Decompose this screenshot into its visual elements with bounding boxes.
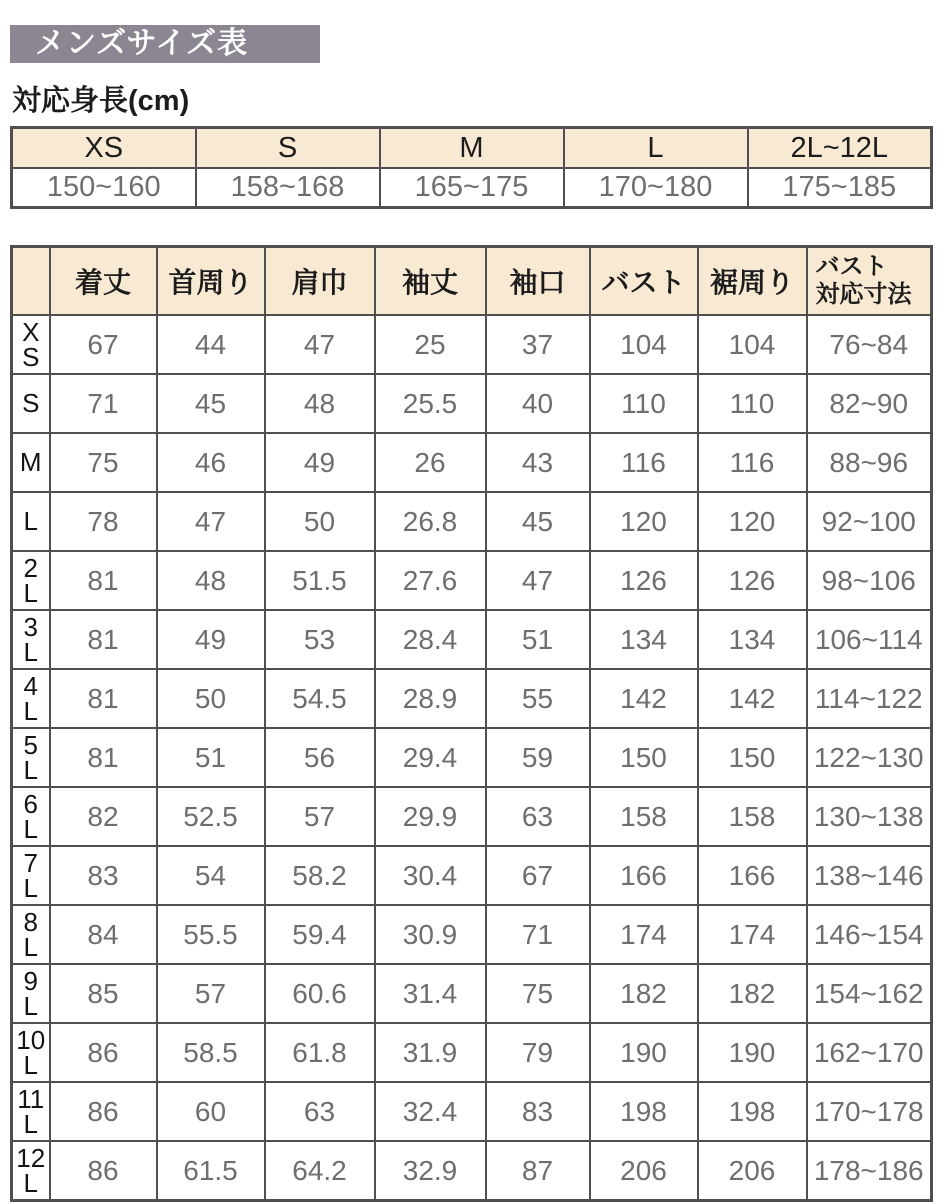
corner-cell [12, 247, 50, 316]
size-label: 3 L [12, 610, 50, 669]
size-value: 48 [157, 551, 265, 610]
height-value-row [12, 168, 932, 208]
table-row [12, 787, 932, 846]
table-row [12, 492, 932, 551]
size-value: 86 [50, 1141, 157, 1201]
size-value: 50 [157, 669, 265, 728]
height-value: 158~168 [196, 168, 380, 208]
size-value: 170~178 [807, 1082, 932, 1141]
height-value: 170~180 [564, 168, 748, 208]
size-value: 26 [375, 433, 486, 492]
size-value: 190 [698, 1023, 807, 1082]
column-header: 袖丈 [375, 247, 486, 316]
size-value: 40 [486, 374, 590, 433]
size-value: 142 [698, 669, 807, 728]
height-col-header: 2L~12L [748, 128, 932, 169]
height-value: 150~160 [12, 168, 196, 208]
column-header: バスト [590, 247, 698, 316]
size-value: 60.6 [265, 964, 375, 1023]
size-value: 28.9 [375, 669, 486, 728]
size-value: 71 [50, 374, 157, 433]
size-label: M [12, 433, 50, 492]
size-value: 182 [698, 964, 807, 1023]
table-row [12, 1082, 932, 1141]
size-label: 10 L [12, 1023, 50, 1082]
size-value: 30.4 [375, 846, 486, 905]
size-value: 174 [590, 905, 698, 964]
size-value: 25.5 [375, 374, 486, 433]
size-value: 85 [50, 964, 157, 1023]
size-value: 120 [590, 492, 698, 551]
size-value: 158 [590, 787, 698, 846]
size-value: 26.8 [375, 492, 486, 551]
size-value: 43 [486, 433, 590, 492]
height-value: 165~175 [380, 168, 564, 208]
size-value: 53 [265, 610, 375, 669]
size-value: 75 [50, 433, 157, 492]
size-value: 67 [50, 315, 157, 374]
size-value: 83 [50, 846, 157, 905]
size-value: 92~100 [807, 492, 932, 551]
size-header-row [12, 247, 932, 316]
size-value: 47 [157, 492, 265, 551]
size-value: 49 [157, 610, 265, 669]
size-label: 12 L [12, 1141, 50, 1201]
size-value: 55 [486, 669, 590, 728]
size-value: 82~90 [807, 374, 932, 433]
table-row [12, 1023, 932, 1082]
size-value: 206 [590, 1141, 698, 1201]
size-value: 27.6 [375, 551, 486, 610]
size-label: 11 L [12, 1082, 50, 1141]
column-header: バスト 対応寸法 [807, 247, 932, 316]
size-value: 54 [157, 846, 265, 905]
size-value: 28.4 [375, 610, 486, 669]
size-value: 162~170 [807, 1023, 932, 1082]
table-row [12, 905, 932, 964]
size-value: 84 [50, 905, 157, 964]
size-value: 30.9 [375, 905, 486, 964]
size-value: 32.4 [375, 1082, 486, 1141]
size-value: 48 [265, 374, 375, 433]
size-value: 142 [590, 669, 698, 728]
column-header: 肩巾 [265, 247, 375, 316]
size-label: 4 L [12, 669, 50, 728]
size-value: 63 [265, 1082, 375, 1141]
size-value: 104 [590, 315, 698, 374]
size-value: 32.9 [375, 1141, 486, 1201]
height-col-header: L [564, 128, 748, 169]
size-value: 45 [486, 492, 590, 551]
size-value: 174 [698, 905, 807, 964]
table-row [12, 315, 932, 374]
size-label: 2 L [12, 551, 50, 610]
size-value: 198 [698, 1082, 807, 1141]
size-value: 37 [486, 315, 590, 374]
size-value: 83 [486, 1082, 590, 1141]
size-value: 154~162 [807, 964, 932, 1023]
size-value: 56 [265, 728, 375, 787]
size-label: 7 L [12, 846, 50, 905]
size-value: 67 [486, 846, 590, 905]
size-label: 5 L [12, 728, 50, 787]
size-label: L [12, 492, 50, 551]
size-value: 86 [50, 1082, 157, 1141]
size-value: 126 [590, 551, 698, 610]
size-value: 98~106 [807, 551, 932, 610]
size-value: 57 [157, 964, 265, 1023]
size-value: 55.5 [157, 905, 265, 964]
table-row [12, 433, 932, 492]
size-value: 57 [265, 787, 375, 846]
size-value: 88~96 [807, 433, 932, 492]
size-value: 46 [157, 433, 265, 492]
size-value: 81 [50, 728, 157, 787]
size-value: 61.8 [265, 1023, 375, 1082]
size-value: 87 [486, 1141, 590, 1201]
size-value: 63 [486, 787, 590, 846]
height-value: 175~185 [748, 168, 932, 208]
size-value: 58.5 [157, 1023, 265, 1082]
table-row [12, 964, 932, 1023]
size-value: 116 [698, 433, 807, 492]
size-value: 134 [590, 610, 698, 669]
size-value: 110 [590, 374, 698, 433]
size-value: 166 [698, 846, 807, 905]
height-section-title: 対応身長(cm) [12, 85, 190, 117]
size-value: 86 [50, 1023, 157, 1082]
size-value: 45 [157, 374, 265, 433]
size-value: 75 [486, 964, 590, 1023]
size-value: 76~84 [807, 315, 932, 374]
size-value: 166 [590, 846, 698, 905]
size-value: 51.5 [265, 551, 375, 610]
size-value: 52.5 [157, 787, 265, 846]
column-header: 着丈 [50, 247, 157, 316]
size-value: 110 [698, 374, 807, 433]
size-value: 130~138 [807, 787, 932, 846]
table-row [12, 610, 932, 669]
size-value: 59 [486, 728, 590, 787]
size-value: 31.9 [375, 1023, 486, 1082]
size-value: 64.2 [265, 1141, 375, 1201]
table-row [12, 846, 932, 905]
size-value: 50 [265, 492, 375, 551]
size-value: 31.4 [375, 964, 486, 1023]
column-header: 首周り [157, 247, 265, 316]
size-value: 158 [698, 787, 807, 846]
table-row [12, 374, 932, 433]
page-title: メンズサイズ表 [10, 25, 320, 63]
size-value: 29.4 [375, 728, 486, 787]
size-value: 51 [157, 728, 265, 787]
size-value: 54.5 [265, 669, 375, 728]
height-header-row [12, 128, 932, 169]
size-value: 126 [698, 551, 807, 610]
size-value: 178~186 [807, 1141, 932, 1201]
size-value: 146~154 [807, 905, 932, 964]
height-col-header: M [380, 128, 564, 169]
size-value: 114~122 [807, 669, 932, 728]
size-value: 116 [590, 433, 698, 492]
size-value: 82 [50, 787, 157, 846]
size-value: 78 [50, 492, 157, 551]
size-label: S [12, 374, 50, 433]
size-value: 81 [50, 669, 157, 728]
size-label: 9 L [12, 964, 50, 1023]
size-value: 150 [698, 728, 807, 787]
size-value: 60 [157, 1082, 265, 1141]
height-col-header: XS [12, 128, 196, 169]
size-value: 49 [265, 433, 375, 492]
size-value: 47 [486, 551, 590, 610]
size-value: 134 [698, 610, 807, 669]
height-col-header: S [196, 128, 380, 169]
column-header: 裾周り [698, 247, 807, 316]
size-value: 25 [375, 315, 486, 374]
size-label: X S [12, 315, 50, 374]
size-value: 106~114 [807, 610, 932, 669]
table-row [12, 1141, 932, 1201]
size-value: 61.5 [157, 1141, 265, 1201]
table-row [12, 669, 932, 728]
size-value: 150 [590, 728, 698, 787]
size-value: 29.9 [375, 787, 486, 846]
size-spec-table [10, 245, 933, 1202]
size-value: 206 [698, 1141, 807, 1201]
size-value: 59.4 [265, 905, 375, 964]
size-label: 6 L [12, 787, 50, 846]
height-range-table [10, 126, 933, 209]
table-row [12, 728, 932, 787]
size-value: 44 [157, 315, 265, 374]
size-value: 51 [486, 610, 590, 669]
table-row [12, 551, 932, 610]
size-value: 71 [486, 905, 590, 964]
size-value: 47 [265, 315, 375, 374]
size-value: 182 [590, 964, 698, 1023]
size-value: 120 [698, 492, 807, 551]
size-value: 104 [698, 315, 807, 374]
size-value: 81 [50, 551, 157, 610]
size-value: 190 [590, 1023, 698, 1082]
size-value: 81 [50, 610, 157, 669]
size-label: 8 L [12, 905, 50, 964]
size-value: 198 [590, 1082, 698, 1141]
size-value: 138~146 [807, 846, 932, 905]
size-value: 58.2 [265, 846, 375, 905]
column-header: 袖口 [486, 247, 590, 316]
size-value: 79 [486, 1023, 590, 1082]
size-value: 122~130 [807, 728, 932, 787]
